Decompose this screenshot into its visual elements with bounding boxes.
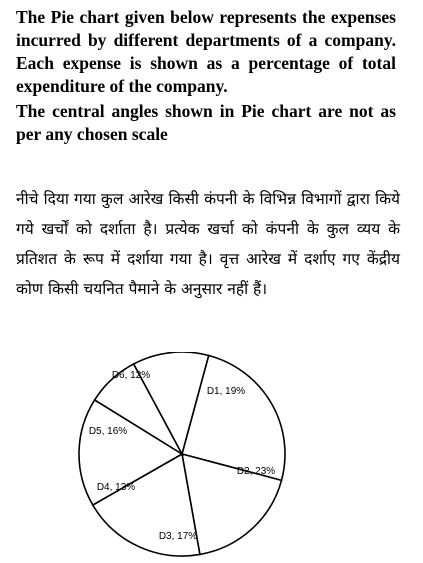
- pie-label-d3: D3, 17%: [158, 531, 198, 542]
- question-intro-text: The Pie chart given below represents the expenses incurred by different departments of a company. Each expense is shown as a percentage of total expenditure of the company.: [16, 7, 396, 96]
- question-english: [16, 6, 396, 146]
- question-note-text: The central angles shown in Pie chart are not as per any chosen scale: [16, 101, 396, 144]
- pie-label-d2: D2, 23%: [236, 466, 276, 477]
- pie-chart: [78, 352, 288, 557]
- pie-label-d1: D1, 19%: [206, 386, 246, 397]
- pie-label-d6: D6, 12%: [111, 370, 151, 381]
- question-hindi-text: नीचे दिया गया कुल आरेख किसी कंपनी के विभिन्न विभागों द्वारा किये गये खर्चों को दर्शाता है। प्रत्येक खर्चा को कंपनी के कुल व्यय के प्रतिशत के रूप में दर्शाया गया है। वृत्त आरेख में दर्शाए गए केंद्रीय कोण किसी चयनित पैमाने के अनुसार नहीं हैं।: [16, 190, 400, 298]
- pie-label-d4: D4, 13%: [96, 482, 136, 493]
- pie-label-d5: D5, 16%: [88, 426, 128, 437]
